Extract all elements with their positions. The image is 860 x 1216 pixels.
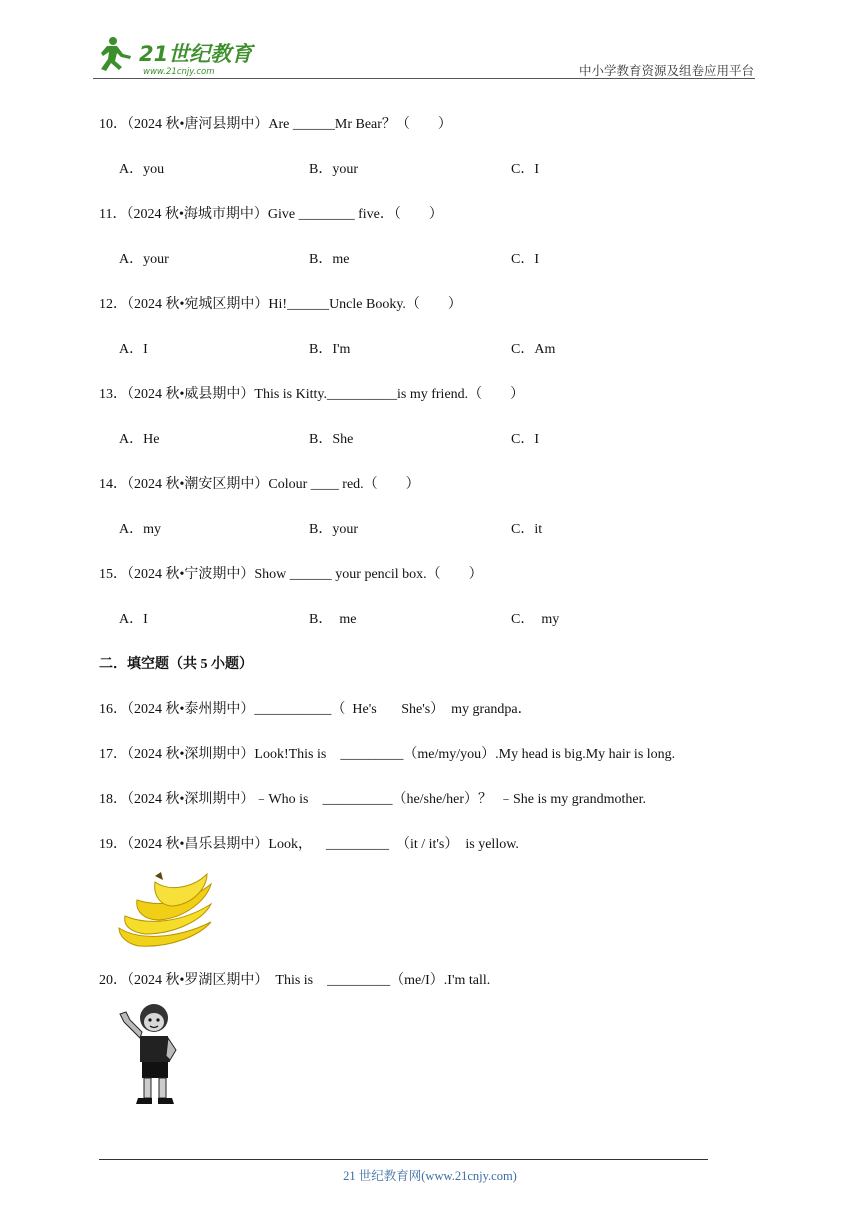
q15-option-b: B． me [309, 612, 357, 627]
question-14: 14．（2024 秋•潮安区期中）Colour ____ red.（ ） [99, 477, 420, 492]
q12-option-c: C．Am [511, 342, 556, 357]
q11-option-b: B．me [309, 252, 350, 267]
question-12: 12．（2024 秋•宛城区期中）Hi!______Uncle Booky.（ ） [99, 297, 462, 312]
runner-icon [101, 37, 131, 71]
question-18: 18．（2024 秋•深圳期中）﹣Who is __________（he/she/her）？ ﹣She is my grandmother. [99, 792, 646, 807]
site-logo [93, 34, 263, 78]
boy-image [118, 1000, 180, 1108]
q13-option-c: C．I [511, 432, 539, 447]
question-10: 10．（2024 秋•唐河县期中）Are ______Mr Bear？（ ） [99, 117, 452, 132]
q10-option-c: C．I [511, 162, 539, 177]
q13-option-a: A．He [119, 432, 160, 447]
question-16: 16．（2024 秋•泰州期中）___________（ He's She's） my grandpa． [99, 702, 532, 717]
question-11: 11．（2024 秋•海城市期中）Give ________ five．（ ） [99, 207, 443, 222]
q15-option-a: A．I [119, 612, 148, 627]
footer-divider [99, 1159, 708, 1160]
question-13: 13．（2024 秋•威县期中）This is Kitty.__________is my friend.（ ） [99, 387, 525, 402]
footer-text[interactable]: 21 世纪教育网(www.21cnjy.com) [343, 1169, 517, 1183]
question-15: 15．（2024 秋•宁波期中）Show ______ your pencil box.（ ） [99, 567, 483, 582]
logo-subtext: www.21cnjy.com [143, 67, 215, 77]
q11-option-a: A．your [119, 252, 169, 267]
q15-option-c: C． my [511, 612, 560, 627]
q10-option-a: A．you [119, 162, 165, 177]
question-17: 17．（2024 秋•深圳期中）Look!This is _________（me/my/you）.My head is big.My hair is long. [99, 747, 676, 762]
q10-option-b: B．your [309, 162, 358, 177]
q12-option-a: A．I [119, 342, 148, 357]
banana-image [115, 870, 217, 948]
question-19: 19．（2024 秋•昌乐县期中）Look， _________ （it / it's） is yellow. [99, 837, 519, 852]
header-platform-text: 中小学教育资源及组卷应用平台 [578, 63, 754, 78]
q14-option-c: C．it [511, 522, 543, 537]
q14-option-a: A．my [119, 522, 161, 537]
logo-text: 21世纪教育 [139, 42, 253, 66]
question-20: 20．（2024 秋•罗湖区期中） This is _________（me/I）.I'm tall. [99, 973, 491, 988]
q14-option-b: B．your [309, 522, 358, 537]
header-divider [93, 78, 755, 79]
q13-option-b: B．She [309, 432, 354, 447]
q12-option-b: B．I'm [309, 342, 351, 357]
q11-option-c: C．I [511, 252, 539, 267]
section-title-fill-in: 二．填空题（共 5 小题） [99, 657, 253, 672]
